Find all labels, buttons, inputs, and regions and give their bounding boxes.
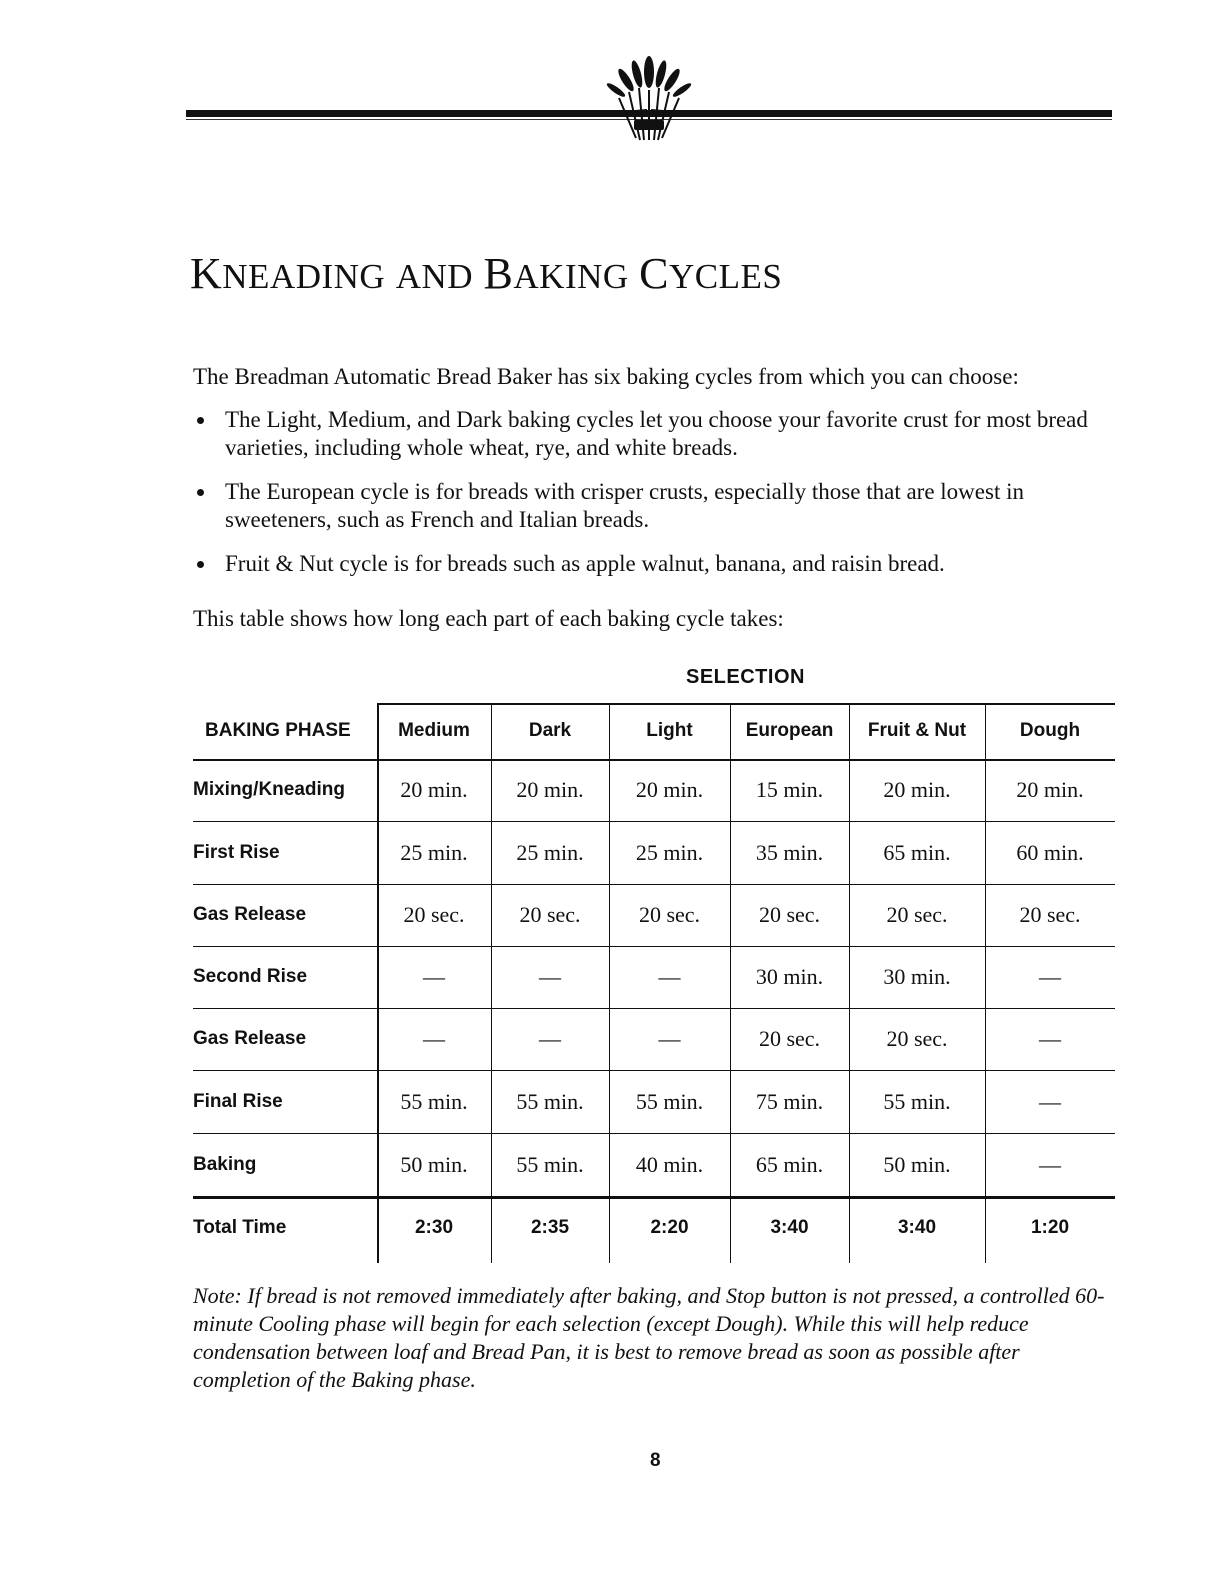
table-cell: 2:30: [414, 1217, 454, 1238]
table-cell: 50 min.: [883, 1152, 951, 1177]
table-cell: 20 sec.: [758, 902, 821, 927]
bullet-icon: [197, 489, 204, 496]
row-phase-label: Mixing/Kneading: [193, 779, 345, 800]
table-cell: 20 min.: [635, 777, 704, 802]
list-item-text: Fruit & Nut cycle is for breads such as apple walnut, banana, and raisin bread.: [225, 551, 945, 576]
table-cell: 30 min.: [883, 964, 951, 989]
title-part: AND: [395, 257, 474, 296]
row-phase-label: Baking: [193, 1154, 257, 1175]
table-cell: 20 min.: [883, 777, 951, 802]
table-cell: —: [658, 1026, 681, 1051]
bullet-icon: [197, 561, 204, 568]
row-phase-label: First Rise: [193, 842, 280, 863]
wheat-sheaf-icon: [604, 50, 694, 142]
list-item-text: The European cycle is for breads with crisper crusts, especially those that are lowest in sweeteners, such as French and Italian breads.: [225, 479, 1024, 532]
row-phase-label: Total Time: [193, 1217, 287, 1238]
table-cell: 3:40: [897, 1217, 937, 1238]
table-cell: —: [539, 1026, 561, 1051]
table-cell: 50 min.: [400, 1152, 468, 1177]
table-cell: 60 min.: [1016, 840, 1084, 865]
intro-paragraph: The Breadman Automatic Bread Baker has six baking cycles from which you can choose:: [193, 364, 1019, 389]
column-divider: [730, 703, 731, 1263]
row-phase-label: Second Rise: [193, 966, 308, 987]
table-cell: —: [423, 1026, 445, 1051]
table-cell: 30 min.: [755, 964, 824, 989]
table-cell: —: [1039, 964, 1061, 989]
table-cell: 20 sec.: [519, 902, 581, 927]
column-divider: [985, 703, 986, 1263]
baking-cycles-table: [193, 703, 1115, 1263]
page-number: 8: [650, 1450, 661, 1471]
title-part: NEADING: [222, 257, 386, 296]
table-cell: 3:40: [770, 1217, 809, 1238]
column-divider: [377, 703, 379, 1263]
table-cell: 15 min.: [755, 777, 824, 802]
table-cell: 20 min.: [1016, 777, 1084, 802]
column-header: Light: [646, 720, 693, 741]
table-cell: —: [1039, 1026, 1061, 1051]
column-divider: [849, 703, 850, 1263]
table-cell: 25 min.: [516, 840, 584, 865]
note-paragraph: Note: If bread is not removed immediately after baking, and Stop button is not pressed, a controlled 60-minute Cooling phase will begin for each selection (except Dough). While this will help reduce condensation between loaf and Bread Pan, it is best to remove bread as soon as possible after completion of the Baking phase.: [193, 1283, 1105, 1392]
table-cell: 55 min.: [400, 1089, 468, 1114]
table-cell: 25 min.: [635, 840, 704, 865]
table-cell: 20 sec.: [1019, 902, 1081, 927]
table-cell: 75 min.: [755, 1089, 824, 1114]
table-cell: —: [658, 964, 681, 989]
table-cell: 20 sec.: [403, 902, 465, 927]
table-cell: 65 min.: [755, 1152, 824, 1177]
table-cell: 20 min.: [516, 777, 584, 802]
list-item-text: The Light, Medium, and Dark baking cycles let you choose your favorite crust for most bread varieties, including whole wheat, rye, and white breads.: [225, 407, 1088, 460]
row-phase-label: Gas Release: [193, 1028, 307, 1049]
table-cell: 2:20: [650, 1217, 689, 1238]
bullet-list: [193, 406, 1093, 594]
table-cell: 65 min.: [883, 840, 951, 865]
title-part: B: [483, 249, 514, 298]
table-cell: 20 sec.: [886, 902, 948, 927]
selection-label: SELECTION: [686, 666, 805, 688]
column-header: Dark: [528, 720, 572, 741]
table-cell: 55 min.: [883, 1089, 951, 1114]
page-title: [190, 248, 782, 299]
table-cell: 20 min.: [400, 777, 468, 802]
title-part: YCLES: [669, 257, 783, 296]
column-header: European: [745, 720, 834, 741]
table-cell: 55 min.: [516, 1152, 584, 1177]
list-item: [193, 406, 1093, 462]
table-intro: This table shows how long each part of each baking cycle takes:: [193, 606, 784, 631]
table-cell: —: [423, 964, 445, 989]
table-cell: —: [1039, 1152, 1061, 1177]
table-cell: —: [1039, 1089, 1061, 1114]
row-phase-label: Gas Release: [193, 904, 307, 925]
row-phase-label: Final Rise: [193, 1091, 283, 1112]
title-part: C: [639, 249, 670, 298]
table-cell: 20 sec.: [638, 902, 701, 927]
column-header: Fruit & Nut: [867, 720, 967, 741]
table-cell: 1:20: [1030, 1217, 1070, 1238]
table-cell: 40 min.: [635, 1152, 704, 1177]
table-cell: 55 min.: [516, 1089, 584, 1114]
title-part: AKING: [513, 257, 629, 296]
column-header: Medium: [398, 720, 470, 741]
phase-column-header: BAKING PHASE: [205, 720, 351, 741]
list-item: [193, 550, 1093, 578]
column-divider: [609, 703, 610, 1263]
title-part: K: [190, 249, 223, 298]
bullet-icon: [197, 417, 204, 424]
table-cell: 2:35: [530, 1217, 570, 1238]
column-divider: [491, 703, 492, 1263]
table-cell: 25 min.: [400, 840, 468, 865]
table-cell: —: [539, 964, 561, 989]
table-cell: 20 sec.: [886, 1026, 948, 1051]
column-header: Dough: [1019, 720, 1081, 741]
table-cell: 35 min.: [755, 840, 824, 865]
table-cell: 20 sec.: [758, 1026, 821, 1051]
table-cell: 55 min.: [635, 1089, 704, 1114]
list-item: [193, 478, 1093, 534]
